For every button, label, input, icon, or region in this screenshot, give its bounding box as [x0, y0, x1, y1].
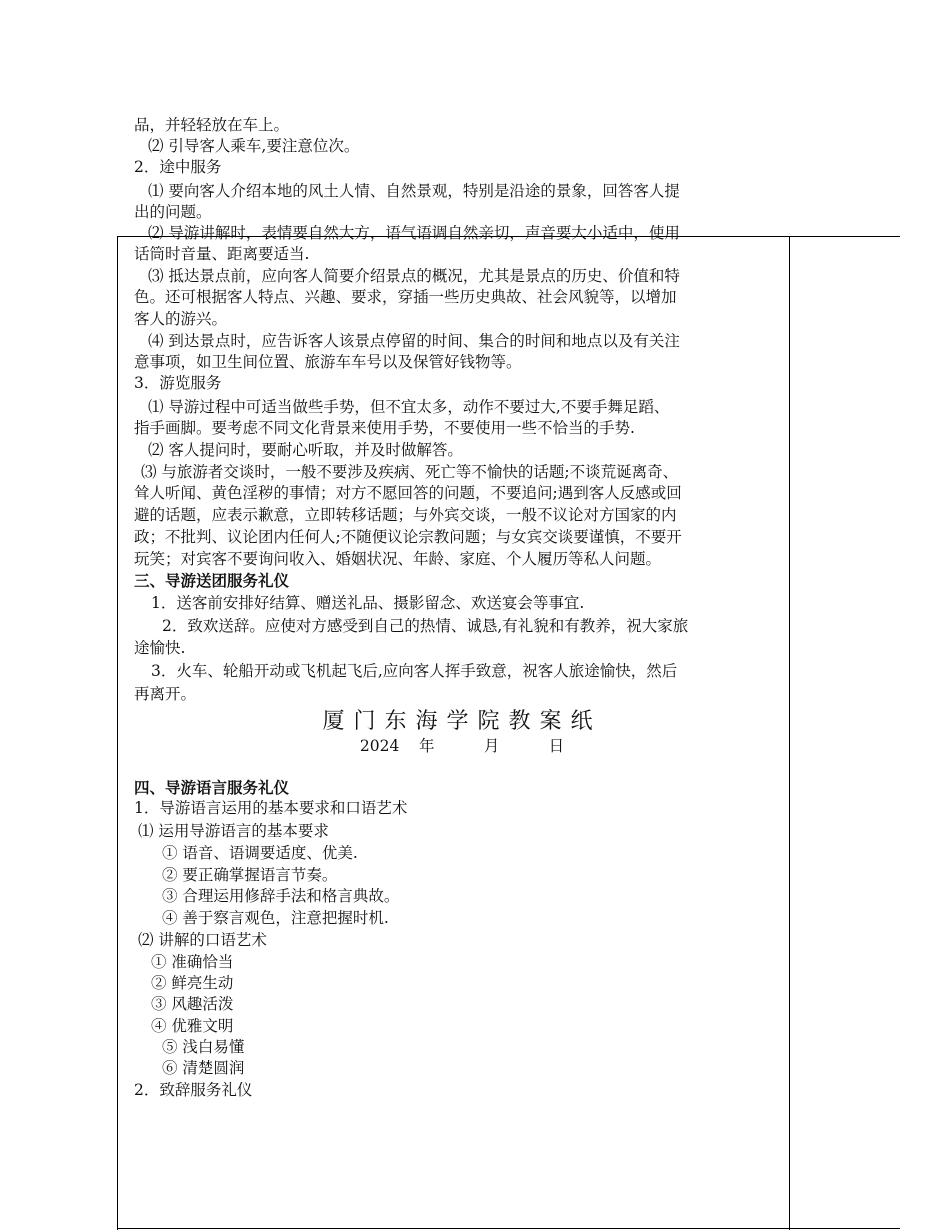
list-item: ④ 善于察言观色，注意把握时机.	[162, 909, 389, 927]
text-line: ⑷ 到达景点时，应告诉客人该景点停留的时间、集合的时间和地点以及有关注	[148, 332, 680, 350]
text-line: 色。还可根据客人特点、兴趣、要求，穿插一些历史典故、社会风貌等，以增加	[134, 288, 677, 306]
list-item: ② 要正确掌握语言节奏。	[162, 866, 338, 884]
section-heading: 2．途中服务	[134, 158, 222, 176]
date-line: 2024 年 月 日	[359, 737, 565, 755]
list-item: ③ 风趣活泼	[151, 995, 234, 1013]
list-item: ④ 优雅文明	[151, 1017, 234, 1035]
text-line: 话筒时音量、距离要适当.	[134, 245, 310, 263]
text-line: 指手画脚。要考虑不同文化背景来使用手势，不要使用一些不恰当的手势.	[134, 419, 635, 437]
text-line: ⑵ 客人提问时，要耐心听取，并及时做解答。	[148, 441, 463, 459]
list-item: ⑥ 清楚圆润	[162, 1059, 245, 1077]
text-line: 出的问题。	[134, 203, 212, 221]
frame-left-line	[117, 236, 118, 1230]
text-line: 耸人听闻、黄色淫秽的事情；对方不愿回答的问题，不要追问;遇到客人反感或回	[134, 484, 682, 502]
text-line: ⑴ 运用导游语言的基本要求	[138, 822, 329, 840]
text-line: ⑴ 要向客人介绍本地的风土人情、自然景观，特别是沿途的景象，回答客人提	[148, 182, 680, 200]
text-line: ⑴ 导游过程中可适当做些手势，但不宜太多，动作不要过大,不要手舞足蹈、	[148, 398, 670, 416]
text-line: ⑵ 引导客人乘车,要注意位次。	[148, 137, 360, 155]
text-line: ⑵ 导游讲解时，表情要自然大方，语气语调自然亲切，声音要大小适中，使用	[148, 224, 680, 242]
text-line: 品，并轻轻放在车上。	[134, 116, 290, 134]
list-item: ① 准确恰当	[151, 953, 234, 971]
text-line: 途愉快.	[134, 639, 186, 657]
section-heading: 四、导游语言服务礼仪	[134, 778, 290, 797]
frame-bottom-line	[117, 1228, 900, 1229]
text-line: 再离开。	[134, 685, 197, 703]
text-line: 1．送客前安排好结算、赠送礼品、摄影留念、欢送宴会等事宜.	[151, 594, 585, 612]
text-line: 2．致欢送辞。应使对方感受到自己的热情、诚恳,有礼貌和有教养，祝大家旅	[162, 617, 689, 635]
text-line: ⑵ 讲解的口语艺术	[138, 931, 267, 949]
text-line: 玩笑；对宾客不要询问收入、婚姻状况、年龄、家庭、个人履历等私人问题。	[134, 550, 662, 568]
text-line: 政；不批判、议论团内任何人;不随便议论宗教问题；与女宾交谈要谨慎，不要开	[134, 528, 682, 546]
text-line: 3．火车、轮船开动或飞机起飞后,应向客人挥手致意，祝客人旅途愉快，然后	[151, 662, 678, 680]
section-heading: 3．游览服务	[134, 374, 222, 392]
section-heading: 2．致辞服务礼仪	[134, 1081, 253, 1099]
section-heading: 三、导游送团服务礼仪	[134, 571, 290, 590]
text-line: 避的话题，应表示歉意，立即转移话题；与外宾交谈，一般不议论对方国家的内	[134, 506, 677, 524]
list-item: ⑤ 浅白易懂	[162, 1038, 245, 1056]
text-line: 客人的游兴。	[134, 310, 228, 328]
document-title: 厦门东海学院教案纸	[322, 709, 602, 734]
text-line: ⑶ 抵达景点前，应向客人简要介绍景点的概况，尤其是景点的历史、价值和特	[148, 267, 680, 285]
list-item: ③ 合理运用修辞手法和格言典故。	[162, 887, 400, 905]
list-item: ② 鲜亮生动	[151, 974, 234, 992]
text-line: 意事项，如卫生间位置、旅游车车号以及保管好钱物等。	[134, 353, 522, 371]
text-line: ⑶ 与旅游者交谈时，一般不要涉及疾病、死亡等不愉快的话题;不谈荒诞离奇、	[141, 463, 679, 481]
list-item: ① 语音、语调要适度、优美.	[162, 844, 358, 862]
section-heading: 1．导游语言运用的基本要求和口语艺术	[134, 799, 408, 817]
